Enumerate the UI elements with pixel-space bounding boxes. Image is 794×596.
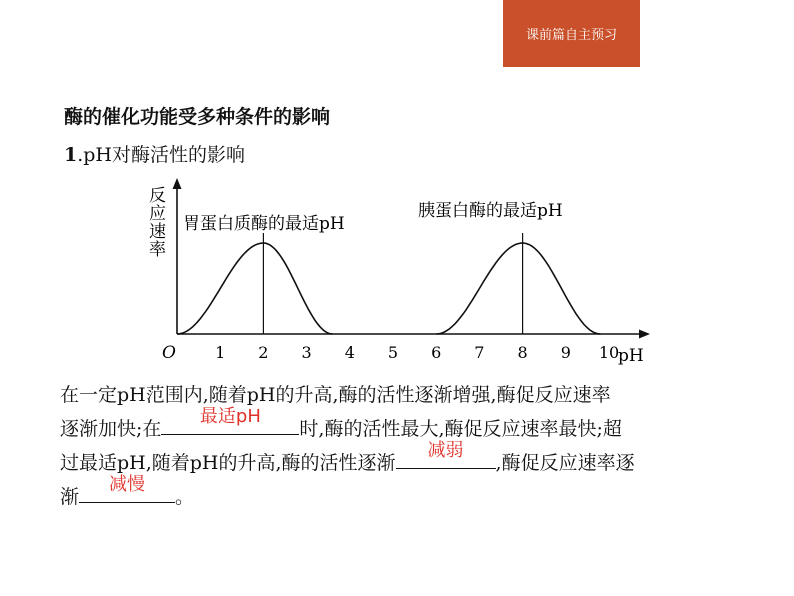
- origin-label: O: [162, 343, 176, 363]
- answer-text-2: 减弱: [427, 440, 464, 461]
- y-axis-label: 反应速率: [145, 186, 165, 258]
- x-tick-label: 10: [598, 343, 620, 362]
- x-tick-label: 4: [344, 343, 355, 362]
- answer-blank-1: [161, 406, 299, 435]
- text-segment: ,酶促反应速率逐: [495, 452, 635, 474]
- paragraph-line-1: 在一定pH范围内,随着pH的升高,酶的活性逐渐增强,酶促反应速率: [60, 384, 611, 406]
- x-axis-arrow: [639, 330, 650, 339]
- x-tick-label: 8: [517, 343, 528, 362]
- paragraph-line-4: [60, 474, 760, 514]
- x-tick-label: 2: [258, 343, 269, 362]
- subtitle-number: 1: [64, 144, 78, 166]
- annotation-pepsin: 胃蛋白质酶的最适pH: [183, 214, 345, 234]
- text-segment: 时,酶的活性最大,酶促反应速率最快;超: [299, 418, 622, 440]
- x-tick-label: 1: [215, 343, 226, 362]
- subtitle-text: .pH对酶活性的影响: [77, 144, 246, 166]
- annotation-trypsin: 胰蛋白酶的最适pH: [418, 201, 563, 221]
- series-curve-1: [177, 243, 333, 334]
- x-tick-label: 3: [301, 343, 312, 362]
- x-tick-label: 7: [474, 343, 485, 362]
- x-tick-label: 6: [431, 343, 442, 362]
- text-segment: 渐: [60, 486, 80, 508]
- body-paragraph: [60, 379, 760, 514]
- section-title: 酶的催化功能受多种条件的影响: [64, 106, 331, 128]
- series-curve-2: [436, 243, 600, 334]
- answer-blank-3: [79, 474, 175, 503]
- answer-text-1: 最适pH: [199, 406, 261, 427]
- text-segment: 。: [175, 486, 195, 508]
- x-tick-label: 9: [560, 343, 571, 362]
- x-axis-label: pH: [618, 346, 644, 366]
- section-tag: 课前篇自主预习: [503, 0, 640, 67]
- text-segment: 过最适pH,随着pH的升高,酶的活性逐渐: [60, 452, 396, 474]
- answer-text-3: 减慢: [109, 474, 146, 495]
- text-segment: 逐渐加快;在: [60, 418, 162, 440]
- x-tick-label: 5: [387, 343, 399, 362]
- y-axis-arrow: [173, 178, 182, 189]
- answer-blank-2: [396, 440, 496, 469]
